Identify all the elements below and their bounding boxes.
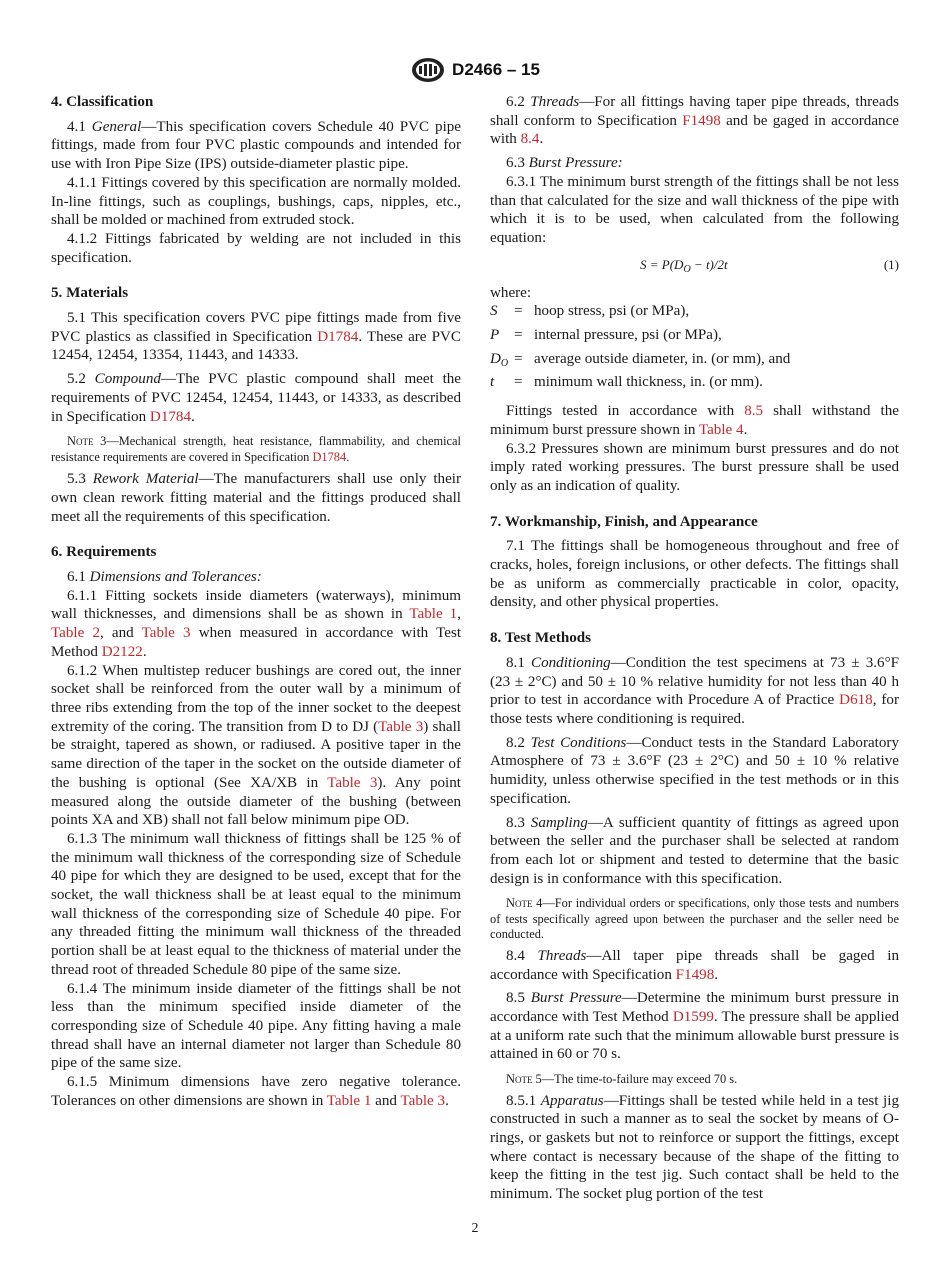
- paragraph-fittings-tested: Fittings tested in accordance with 8.5 shall withstand the minimum burst pressure shown in Table 4.: [490, 403, 899, 438]
- paragraph-6-3: 6.3 Burst Pressure:: [506, 155, 623, 172]
- link-table-3[interactable]: Table 3: [378, 718, 424, 735]
- note-3: Note 3—Mechanical strength, heat resistance, flammability, and chemical resistance requirements are covered in Specification D1784.: [51, 434, 461, 464]
- section-7-heading: 7. Workmanship, Finish, and Appearance: [490, 513, 758, 530]
- link-f1498[interactable]: F1498: [675, 966, 715, 983]
- equation-formula: $S = P(D_O - t)/2t$: [640, 256, 728, 275]
- where-label: where:: [490, 284, 532, 301]
- link-d1784[interactable]: D1784: [149, 408, 192, 425]
- note-5: Note 5—The time-to-failure may exceed 70 s.: [506, 1072, 738, 1087]
- where-row: S = hoop stress, psi (or MPa),: [490, 303, 690, 320]
- right-column: [490, 93, 899, 1204]
- where-row: DO = average outside diameter, in. (or mm), and: [490, 350, 791, 369]
- paragraph-6-1-4: 6.1.4 The minimum inside diameter of the fittings shall be not less than the minimum specified inside diameter of the corresponding size of Schedule 40 pipe. Any fitting having a male thread shall have an internal diameter not larger than Schedule 80 pipe of the same size.: [51, 980, 461, 1072]
- document-id: D2466 – 15: [452, 60, 540, 79]
- link-table-4[interactable]: Table 4: [698, 421, 744, 438]
- paragraph-6-3-2: 6.3.2 Pressures shown are minimum burst pressures and do not imply rated working pressures. The burst pressure shall be used only as an indication of quality.: [490, 440, 899, 494]
- link-table-3[interactable]: Table 3: [400, 1092, 446, 1109]
- paragraph-6-2: 6.2 Threads—For all fittings having taper pipe threads, threads shall conform to Specification F1498 and be gaged in accordance with 8.4.: [490, 94, 900, 148]
- paragraph-5-2: 5.2 Compound—The PVC plastic compound shall meet the requirements of PVC 12454, 12454, 11443, or 14333, as described in Specification D1784.: [51, 371, 462, 425]
- paragraph-6-1-5: 6.1.5 Minimum dimensions have zero negative tolerance. Tolerances on other dimensions are shown in Table 1 and Table 3.: [51, 1074, 461, 1109]
- paragraph-8-5-1: 8.5.1 Apparatus—Fittings shall be tested while held in a test jig constructed in such a manner as to seal the socket by means of O-rings, or gaskets but not to reinforce or support the fittings, except where contact is necessary because of the shape of the fitting to keep the fitting in the test jig. Such contact shall be held to the minimum. The socket plug portion of the test: [490, 1092, 899, 1203]
- paragraph-5-1: 5.1 This specification covers PVC pipe fittings made from five PVC plastics as classified in Specification D1784. These are PVC 12454, 12454, 13354, 11443, and 14333.: [51, 310, 461, 364]
- link-section-8-4[interactable]: 8.4: [520, 131, 540, 148]
- left-column: [51, 93, 461, 1110]
- link-table-1[interactable]: Table 1: [409, 606, 458, 623]
- where-row: P = internal pressure, psi (or MPa),: [490, 327, 722, 344]
- section-8-heading: 8. Test Methods: [490, 630, 592, 647]
- section-5-heading: 5. Materials: [51, 285, 129, 302]
- paragraph-5-3: 5.3 Rework Material—The manufacturers shall use only their own clean rework fitting material and the fittings produced shall meet all the requirements of this specification.: [51, 471, 462, 525]
- link-d1784[interactable]: D1784: [312, 449, 347, 464]
- link-d2122[interactable]: D2122: [101, 643, 143, 660]
- paragraph-6-1: 6.1 Dimensions and Tolerances:: [67, 569, 262, 586]
- note-4: Note 4—For individual orders or specifications, only those tests and numbers of tests specifically agreed upon between the purchaser and the seller need be conducted.: [490, 896, 899, 942]
- link-table-3[interactable]: Table 3: [327, 774, 378, 791]
- paragraph-4-1-1: 4.1.1 Fittings covered by this specification are normally molded. In-line fittings, such as couplings, bushings, caps, nipples, etc., shall be molded or machined from extruded stock.: [51, 174, 461, 229]
- paragraph-8-5: 8.5 Burst Pressure—Determine the minimum burst pressure in accordance with Test Method D1599. The pressure shall be applied at a uniform rate such that the minimum allowable burst pressure is attained in 60 or 70 s.: [490, 990, 899, 1063]
- link-d618[interactable]: D618: [839, 692, 873, 709]
- where-row: t = minimum wall thickness, in. (or mm).: [490, 374, 763, 391]
- equation-1: [490, 254, 899, 276]
- astm-logo-icon: [410, 57, 446, 83]
- paragraph-6-1-1: 6.1.1 Fitting sockets inside diameters (waterways), minimum wall thicknesses, and dimensions shall be as shown in Table 1, Table 2, and Table 3 when measured in accordance with Test Method D2122.: [51, 587, 462, 660]
- link-table-1[interactable]: Table 1: [326, 1092, 372, 1109]
- paragraph-6-3-1: 6.3.1 The minimum burst strength of the fittings shall be not less than that calculated for the size and wall thickness of the pipe with which it is to be used, when calculated from the following equation:: [490, 173, 899, 246]
- paragraph-8-4: 8.4 Threads—All taper pipe threads shall be gaged in accordance with Specification F1498.: [490, 947, 899, 983]
- link-d1784[interactable]: D1784: [317, 328, 359, 345]
- paragraph-4-1-2: 4.1.2 Fittings fabricated by welding are not included in this specification.: [51, 230, 461, 266]
- paragraph-6-1-2: 6.1.2 When multistep reducer bushings are cored out, the inner socket shall be reinforced from the outer wall by a minimum of three ribs extending from the top of the inner socket to the deepest extremity of the coring. The transition from D to DJ (Table 3) shall be straight, tapered as shown, or radiused. A positive taper in the same direction of the taper in the socket on the outside diameter of the bushing is optional (See XA/XB in Table 3). Any point measured along the outside diameter of the bushing (between points XA and XB) shall not fall below minimum pipe OD.: [51, 662, 462, 829]
- link-section-8-5[interactable]: 8.5: [744, 403, 764, 420]
- page-header: [0, 57, 950, 83]
- paragraph-7-1: 7.1 The fittings shall be homogeneous throughout and free of cracks, holes, foreign inclusions, or other defects. The fittings shall be as uniform as commercially practicable in color, opacity, density, and other physical properties.: [490, 538, 899, 611]
- link-table-2[interactable]: Table 2: [51, 625, 100, 642]
- section-6-heading: 6. Requirements: [51, 544, 157, 561]
- paragraph-4-1: 4.1 General—This specification covers Schedule 40 PVC pipe fittings, made from four PVC plastic compounds and intended for use with Iron Pipe Size (IPS) outside-diameter plastic pipe.: [51, 118, 462, 173]
- paragraph-6-1-3: 6.1.3 The minimum wall thickness of fittings shall be 125 % of the minimum wall thickness of the corresponding size of Schedule 40 pipe for which they are designed to be used, except that for the socket, the wall thickness shall be at least equal to the minimum wall thickness of the corresponding size of Schedule 40 pipe. For any threaded fitting the minimum wall thickness of the threaded portion shall be at least equal to the thickness of material under the thread root of threaded Schedule 80 pipe of the same size.: [51, 830, 461, 978]
- link-d1599[interactable]: D1599: [672, 1008, 714, 1025]
- equation-number: (1): [883, 256, 899, 272]
- link-f1498[interactable]: F1498: [682, 112, 721, 129]
- where-definitions: [490, 302, 899, 397]
- paragraph-8-2: 8.2 Test Conditions—Conduct tests in the Standard Laboratory Atmosphere of 73 ± 3.6°F (23 ± 2°C) and 50 ± 10 % relative humidity, unless otherwise specified in the test methods or in this specification.: [490, 734, 899, 807]
- link-table-3[interactable]: Table 3: [141, 625, 191, 642]
- paragraph-8-3: 8.3 Sampling—A sufficient quantity of fittings as agreed upon between the seller and the purchaser shall be selected at random from each lot or shipment and tested to determine that the basic design is in conformance with this specification.: [490, 814, 899, 887]
- section-4-heading: 4. Classification: [51, 94, 154, 110]
- paragraph-8-1: 8.1 Conditioning—Condition the test specimens at 73 ± 3.6°F (23 ± 2°C) and 50 ± 10 % relative humidity for not less than 40 h prior to test in accordance with Procedure A of Practice D618, for those tests where conditioning is required.: [490, 654, 900, 727]
- page-number: 2: [471, 1221, 479, 1236]
